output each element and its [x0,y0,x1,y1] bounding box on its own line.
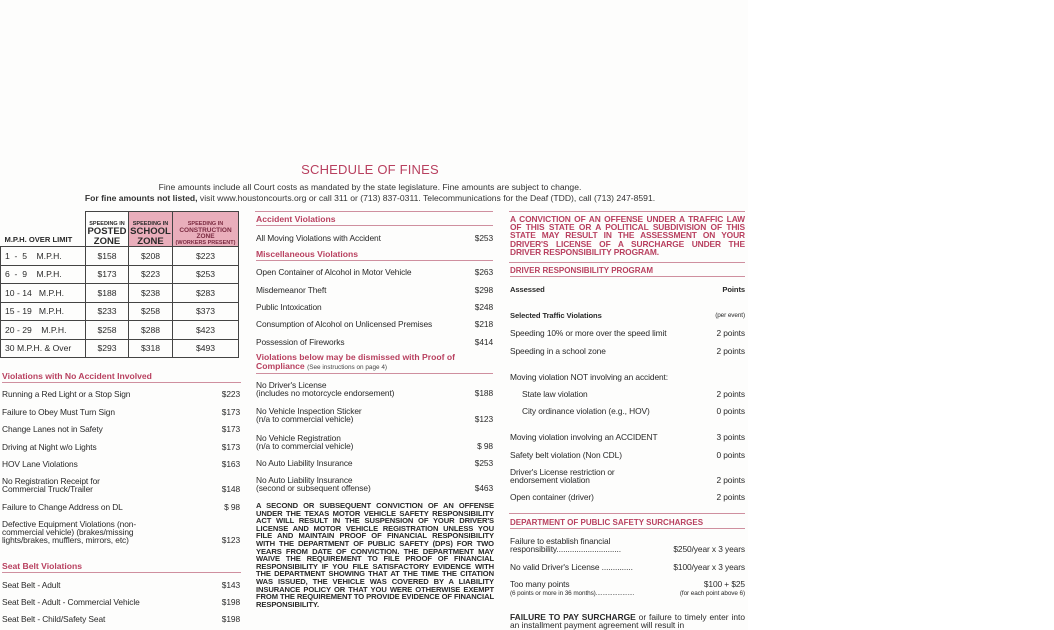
list-item: HOV Lane Violations $163 [2,459,240,469]
list-item: Open Container of Alcohol in Motor Vehicle $263 [256,267,493,277]
list-item: Open container (driver) 2 points [510,492,745,502]
list-item: Running a Red Light or a Stop Sign $223 [2,389,240,399]
col-header-school: SPEEDING IN SCHOOL ZONE [129,212,173,247]
divider [509,513,745,514]
list-item: Possession of Fireworks $414 [256,337,493,347]
list-item: Safety belt violation (Non CDL) 0 points [510,450,745,460]
list-item: No Vehicle Inspection Sticker (n/a to commercial vehicle) $123 [256,406,493,424]
list-item: Consumption of Alcohol on Unlicensed Premises $218 [256,319,493,329]
accident-heading: Accident Violations [256,214,493,226]
table-row: 20 - 29 M.P.H. $258 $288 $423 [1,321,239,340]
no-accident-heading: Violations with No Accident Involved [2,371,241,383]
list-item: Seat Belt - Child/Safety Seat $198 [2,614,240,624]
list-item: Speeding 10% or more over the speed limit 2 points [510,328,745,338]
divider [509,262,745,263]
list-item: Seat Belt - Adult - Commercial Vehicle $198 [2,597,240,607]
list-item: Public Intoxication $248 [256,302,493,312]
subtitle-rest: visit www.houstoncourts.org or call 311 or (713) 837-0311. Telecommunications for the Deaf (TDD), call (713) 247-8591. [197,193,656,203]
list-item: Speeding in a school zone 2 points [510,346,745,356]
list-item: Too many points (6 points or more in 36 months)....................... $100 + $25 (for each point above 6) [510,579,745,597]
table-row: 1 - 5 M.P.H. $158 $208 $223 [1,247,239,266]
list-item: No Auto Liability Insurance (second or subsequent offense) $463 [256,475,493,493]
drp-selected-header: Selected Traffic Violations (per event) [510,311,745,320]
misc-heading: Miscellaneous Violations [256,249,493,261]
list-item: No Driver's License (includes no motorcycle endorsement) $188 [256,380,493,398]
conviction-paragraph: A CONVICTION OF AN OFFENSE UNDER A TRAFFIC LAW OF THIS STATE OR A POLITICAL SUBDIVISION OF THIS STATE MAY RESULT IN THE ASSESSMENT ON YOUR DRIVER'S LICENSE OF A SURCHARGE UNDER THE DRIVER RESPONSIBILITY PROGRAM. [510,214,745,257]
page-title: SCHEDULE OF FINES [301,162,439,177]
subtitle-bold: For fine amounts not listed, [84,193,198,203]
notice-paragraph: A SECOND OR SUBSEQUENT CONVICTION OF AN OFFENSE UNDER THE TEXAS MOTOR VEHICLE SAFETY RESPONSIBILITY ACT WILL RESULT IN THE SUSPENSION OF YOUR DRIVER'S LICENSE AND MOTOR VEHICLE REGISTRATION UNLESS YOU FILE AND MAINTAIN PROOF OF FINANCIAL RESPONSIBILITY WITH THE DEPARTMENT OF PUBLIC SAFETY (DPS) FOR TWO YEARS FROM DATE OF CONVICTION. THE DEPARTMENT MAY WAIVE THE REQUIREMENT TO FILE PROOF OF FINANCIAL RESPONSIBILITY IF YOU FILE SATISFACTORY EVIDENCE WITH THE DEPARTMENT SHOWING THAT AT THE TIME THE CITATION WAS ISSUED, THE VEHICLE WAS COVERED BY A LIABILITY INSURANCE POLICY OR THAT YOU WERE OTHERWISE EXEMPT FROM THE REQUIREMENT TO PROVIDE EVIDENCE OF FINANCIAL RESPONSIBILITY. [256,501,494,609]
list-item: Seat Belt - Adult $143 [2,580,240,590]
col-header-construction: SPEEDING IN CONSTRUCTION ZONE (WORKERS PRESENT) [173,212,239,247]
list-item: Failure to Change Address on DL $ 98 [2,502,240,512]
list-item: All Moving Violations with Accident $253 [256,233,493,243]
col-header-posted: SPEEDING IN POSTED ZONE [86,212,129,247]
list-item: State law violation 2 points [522,389,745,399]
list-item: Driver's License restriction or endorsement violation 2 points [510,467,745,485]
list-item: No Auto Liability Insurance $253 [256,458,493,468]
col-header-mph: M.P.H. OVER LIMIT [1,212,86,247]
list-item: Failure to establish financial responsibility............................. $250/year x 3 years [510,536,745,554]
divider [509,211,745,212]
table-row: 15 - 19 M.P.H. $233 $258 $373 [1,302,239,321]
drp-heading: DRIVER RESPONSIBILITY PROGRAM [510,266,745,277]
subtitle-line-2 [0,193,740,203]
table-row: 6 - 9 M.P.H. $173 $223 $253 [1,265,239,284]
list-item: No Registration Receipt for Commercial Truck/Trailer $148 [2,476,240,494]
drp-moving-not-label: Moving violation NOT involving an accident: [510,372,669,382]
list-item: Moving violation involving an ACCIDENT 3 points [510,432,745,442]
list-item: Driving at Night w/o Lights $173 [2,442,240,452]
subtitle-line-1: Fine amounts include all Court costs as mandated by the state legislature. Fine amounts are subject to change. [158,182,582,192]
failure-to-pay-notice: FAILURE TO PAY SURCHARGE or failure to timely enter into an installment payment agreement will result in [510,612,745,630]
list-item: City ordinance violation (e.g., HOV) 0 points [522,406,745,416]
list-item: Defective Equipment Violations (non-commercial vehicle) (brakes/missing lights/brakes, mufflers, mirrors, etc) $123 [2,519,240,545]
list-item: Change Lanes not in Safety $173 [2,424,240,434]
table-row: 30 M.P.H. & Over $293 $318 $493 [1,339,239,358]
list-item: No valid Driver's License .............. $100/year x 3 years [510,562,745,572]
dps-heading: DEPARTMENT OF PUBLIC SAFETY SURCHARGES [510,518,745,529]
speeding-fines-table [0,211,239,358]
drp-column-headers: Assessed Points [510,285,745,294]
proof-heading: Violations below may be dismissed with Proof of Compliance (See instructions on page 4) [256,353,493,374]
list-item: No Vehicle Registration (n/a to commercial vehicle) $ 98 [256,433,493,451]
list-item: Misdemeanor Theft $298 [256,285,493,295]
list-item: Failure to Obey Must Turn Sign $173 [2,407,240,417]
divider [255,211,493,212]
table-row: 10 - 14 M.P.H. $188 $238 $283 [1,284,239,303]
seat-belt-heading: Seat Belt Violations [2,561,241,573]
